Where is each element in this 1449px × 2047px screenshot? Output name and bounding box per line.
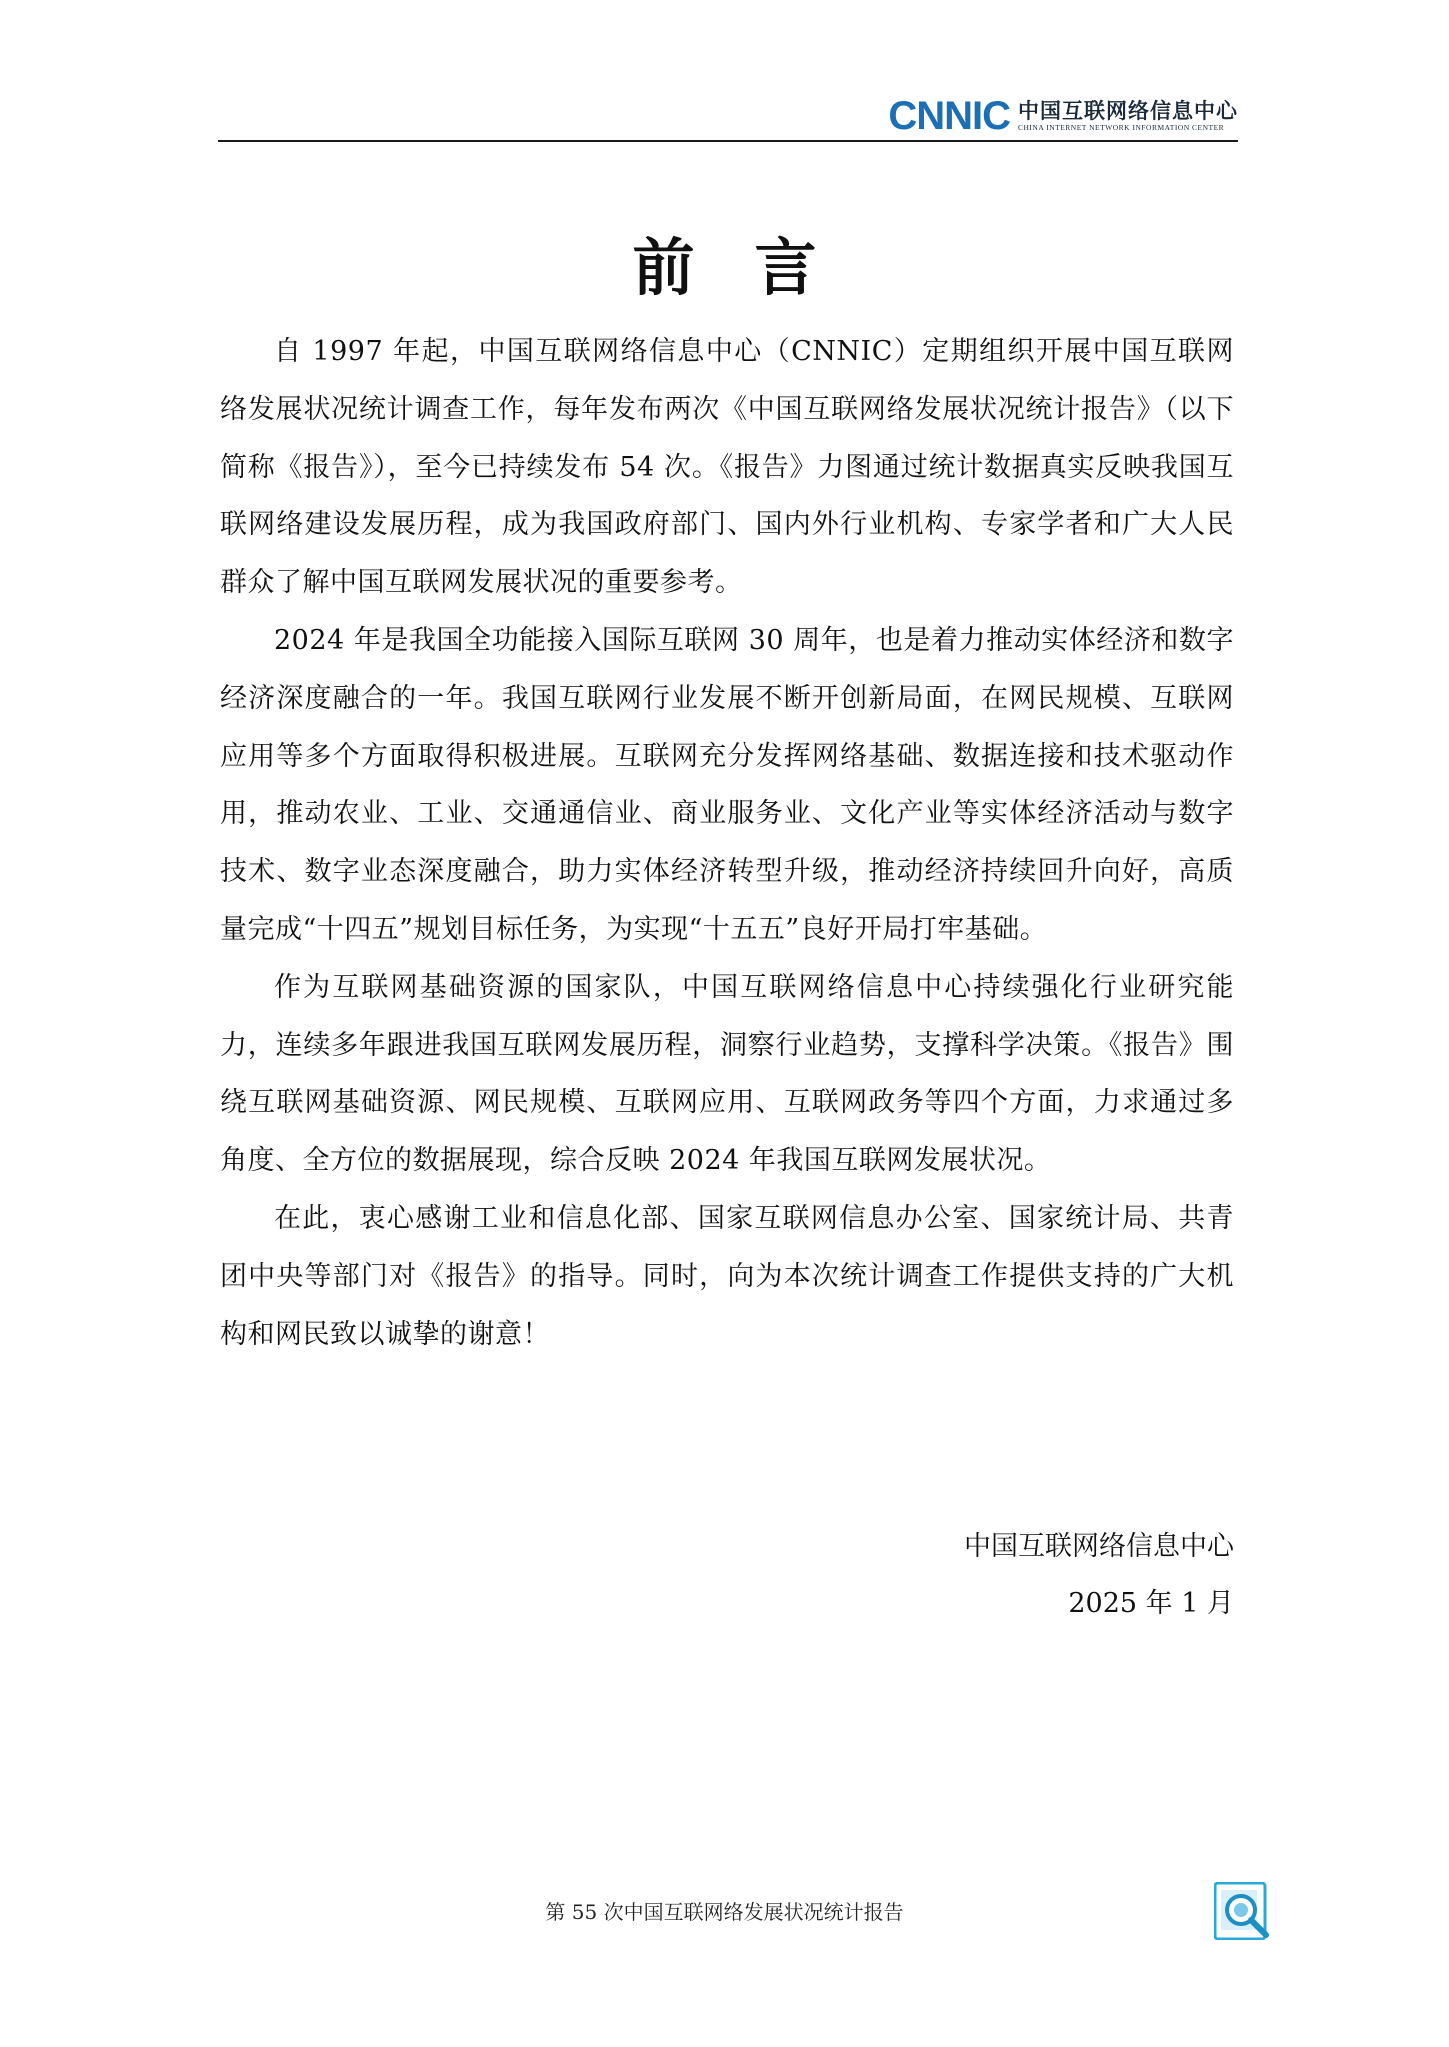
paragraph: 作为互联网基础资源的国家队，中国互联网络信息中心持续强化行业研究能力，连续多年跟进我国互联网发展历程，洞察行业趋势，支撑科学决策。《报告》围绕互联网基础资源、网民规模、互联网应用、互联网政务等四个方面，力求通过多角度、全方位的数据展现，综合反映 2024 年我国互联网发展状况。: [220, 971, 1234, 1177]
cnnic-logo: [888, 96, 1238, 136]
signature-org: 中国互联网络信息中心: [964, 1531, 1234, 1562]
signature-block: [964, 1518, 1234, 1632]
report-search-icon: [1214, 1882, 1272, 1940]
paragraph: 2024 年是我国全功能接入国际互联网 30 周年，也是着力推动实体经济和数字经济深度融合的一年。我国互联网行业发展不断开创新局面，在网民规模、互联网应用等多个方面取得积极进展。互联网充分发挥网络基础、数据连接和技术驱动作用，推动农业、工业、交通通信业、商业服务业、文化产业等实体经济活动与数字技术、数字业态深度融合，助力实体经济转型升级，推动经济持续回升向好，高质量完成“十四五”规划目标任务，为实现“十五五”良好开局打牢基础。: [220, 624, 1234, 945]
preface-body: [220, 323, 1234, 1363]
logo-chinese-name: 中国互联网络信息中心: [1018, 99, 1238, 123]
signature-date: 2025 年 1 月: [1068, 1588, 1234, 1619]
paragraph: 自 1997 年起，中国互联网络信息中心（CNNIC）定期组织开展中国互联网络发展状况统计调查工作，每年发布两次《中国互联网络发展状况统计报告》（以下简称《报告》），至今已持续发布 54 次。《报告》力图通过统计数据真实反映我国互联网络建设发展历程，成为我国政府部门、国内外行业机构、专家学者和广大人民群众了解中国互联网发展状况的重要参考。: [220, 336, 1234, 599]
page-title: 前言: [632, 231, 877, 304]
page-footer: 第 55 次中国互联网络发展状况统计报告: [545, 1900, 904, 1924]
logo-mark: CNNIC: [888, 94, 1010, 138]
logo-english-name: CHINA INTERNET NETWORK INFORMATION CENTER: [1018, 123, 1225, 132]
page-header: [218, 96, 1238, 142]
logo-text: [1018, 99, 1238, 133]
paragraph: 在此，衷心感谢工业和信息化部、国家互联网信息办公室、国家统计局、共青团中央等部门对《报告》的指导。同时，向为本次统计调查工作提供支持的广大机构和网民致以诚挚的谢意！: [220, 1202, 1234, 1350]
